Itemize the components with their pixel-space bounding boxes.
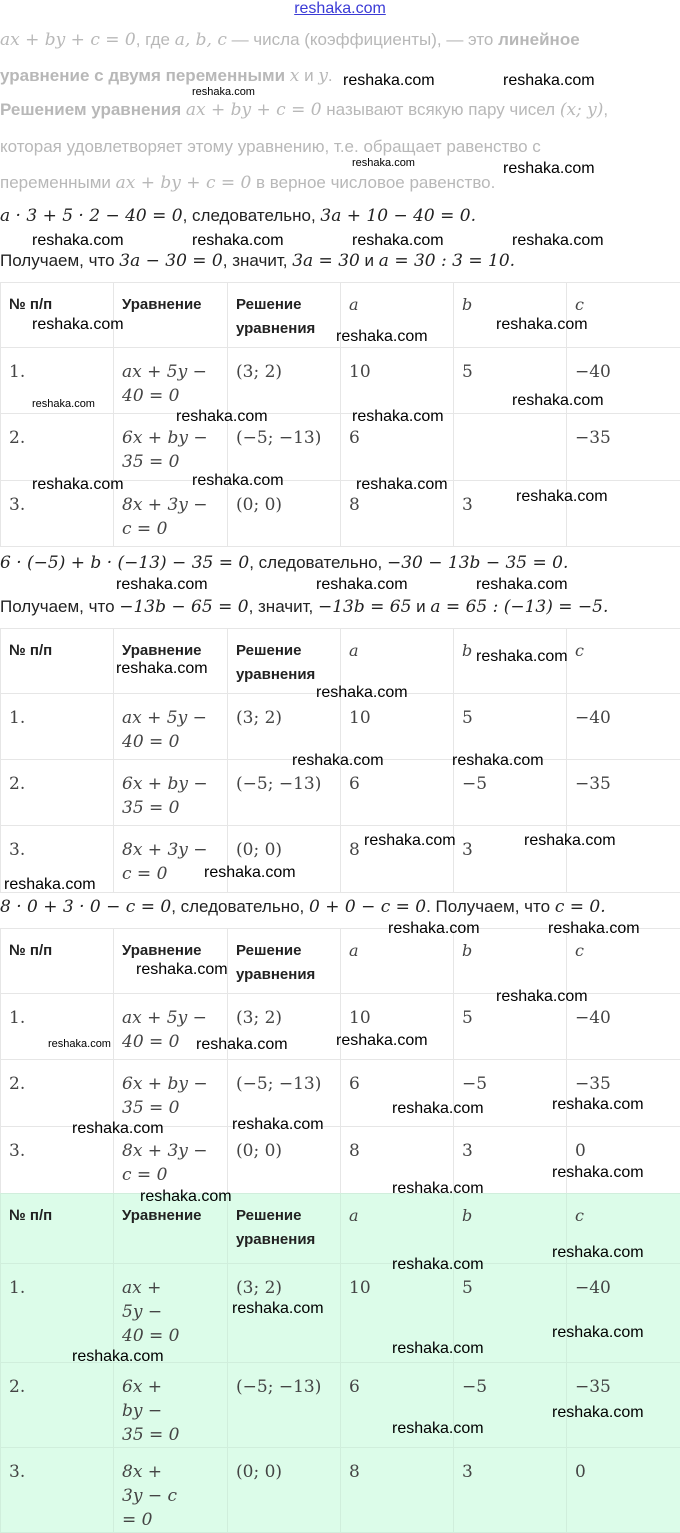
- watermark-text: reshaka.com: [336, 1032, 428, 1050]
- watermark-text: reshaka.com: [552, 1164, 644, 1182]
- definition-line: [0, 173, 495, 193]
- watermark-text: reshaka.com: [343, 72, 435, 90]
- math-expression: 8 · 0 + 3 · 0 − c = 0: [0, 897, 171, 917]
- watermark-text: reshaka.com: [136, 961, 228, 979]
- watermark-text: reshaka.com: [48, 1038, 111, 1050]
- math-expression: ax + by + c = 0: [186, 100, 322, 120]
- table-row: [1, 414, 680, 481]
- math-expression: 3a − 30 = 0: [119, 251, 223, 271]
- math-expression: 3a + 10 − 40 = 0.: [320, 206, 476, 226]
- watermark-text: reshaka.com: [476, 648, 568, 666]
- text-fragment: и: [360, 251, 379, 270]
- table-cell: 6x + by − 35 = 0: [114, 1363, 228, 1448]
- watermark-text: reshaka.com: [192, 86, 255, 98]
- watermark-text: reshaka.com: [72, 1120, 164, 1138]
- table-cell: 6: [341, 414, 454, 481]
- watermark-text: reshaka.com: [392, 1180, 484, 1198]
- watermark-text: reshaka.com: [548, 920, 640, 938]
- math-expression: ax + by + c = 0: [116, 173, 252, 193]
- text-fragment: .: [328, 66, 333, 85]
- watermark-text: reshaka.com: [192, 472, 284, 490]
- text-fragment: , следовательно,: [249, 553, 387, 572]
- table-cell: (−5; −13): [228, 1060, 341, 1127]
- watermark-text: reshaka.com: [503, 72, 595, 90]
- text-fragment: ,: [603, 100, 608, 119]
- watermark-text: reshaka.com: [356, 476, 448, 494]
- text-fragment: линейное: [498, 30, 580, 49]
- text-fragment: и: [299, 66, 318, 85]
- table-cell: −35: [567, 760, 680, 826]
- watermark-text: reshaka.com: [176, 408, 268, 426]
- table-cell: ax + 5y − 40 = 0: [114, 994, 228, 1060]
- table-cell: ax + 5y − 40 = 0: [114, 694, 228, 760]
- table-cell: 1.: [1, 694, 114, 760]
- table-cell: 8x + 3y − c = 0: [114, 1448, 228, 1533]
- text-fragment: Решением уравнения: [0, 100, 186, 119]
- watermark-text: reshaka.com: [392, 1420, 484, 1438]
- math-expression: c = 0.: [555, 897, 606, 917]
- table-cell: 8x + 3y − c = 0: [114, 481, 228, 547]
- watermark-text: reshaka.com: [503, 160, 595, 178]
- column-header: b: [454, 929, 567, 994]
- table-cell: 10: [341, 1264, 454, 1363]
- watermark-text: reshaka.com: [352, 408, 444, 426]
- table-cell: 3.: [1, 1127, 114, 1194]
- table-cell: −5: [454, 1060, 567, 1127]
- column-header: Решение уравнения: [228, 1194, 341, 1264]
- math-expression: 6 · (−5) + b · (−13) − 35 = 0: [0, 553, 249, 573]
- text-fragment: , значит,: [223, 251, 292, 270]
- column-header: c: [567, 283, 680, 348]
- column-header: c: [567, 629, 680, 694]
- table-cell: 3.: [1, 481, 114, 547]
- text-fragment: переменными: [0, 173, 116, 192]
- table-cell: 0: [567, 1448, 680, 1533]
- definition-line: [0, 66, 333, 86]
- table-cell: (3; 2): [228, 1264, 341, 1363]
- watermark-text: reshaka.com: [512, 392, 604, 410]
- text-fragment: Получаем, что: [0, 251, 119, 270]
- table-cell: 3.: [1, 1448, 114, 1533]
- table-cell: 10: [341, 994, 454, 1060]
- definition-line: [0, 30, 580, 50]
- table-cell: 8: [341, 1127, 454, 1194]
- table-cell: 1.: [1, 348, 114, 414]
- math-expression: ax + by + c = 0: [0, 30, 136, 50]
- math-expression: x: [290, 66, 300, 86]
- watermark-text: reshaka.com: [196, 1036, 288, 1054]
- watermark-text: reshaka.com: [116, 660, 208, 678]
- table-row: [1, 1448, 680, 1533]
- math-expression: −30 − 13b − 35 = 0.: [387, 553, 568, 573]
- column-header: Решение уравнения: [228, 283, 341, 348]
- watermark-text: reshaka.com: [204, 864, 296, 882]
- text-fragment: . Получаем, что: [426, 897, 555, 916]
- math-expression: −13b = 65: [318, 597, 411, 617]
- watermark-text: reshaka.com: [392, 1340, 484, 1358]
- table-cell: (3; 2): [228, 994, 341, 1060]
- table-cell: 6: [341, 1060, 454, 1127]
- watermark-text: reshaka.com: [552, 1244, 644, 1262]
- watermark-text: reshaka.com: [32, 316, 124, 334]
- table-cell: −5: [454, 1363, 567, 1448]
- table-cell: 8x + 3y − c = 0: [114, 1127, 228, 1194]
- column-header: Решение уравнения: [228, 929, 341, 994]
- table-cell: 3: [454, 826, 567, 893]
- table-cell: 6x + by − 35 = 0: [114, 414, 228, 481]
- math-expression: a, b, c: [175, 30, 227, 50]
- table-row: [1, 694, 680, 760]
- text-fragment: в верное числовое равенство.: [251, 173, 495, 192]
- watermark-text: reshaka.com: [352, 157, 415, 169]
- table-cell: 8: [341, 1448, 454, 1533]
- table-cell: (0; 0): [228, 1127, 341, 1194]
- math-expression: y: [318, 66, 328, 86]
- table-row: [1, 1060, 680, 1127]
- math-expression: a = 30 : 3 = 10.: [379, 251, 515, 271]
- table-cell: 1.: [1, 1264, 114, 1363]
- column-header: a: [341, 283, 454, 348]
- table-cell: 3: [454, 1127, 567, 1194]
- text-fragment: , где: [136, 30, 175, 49]
- column-header: № п/п: [1, 1194, 114, 1264]
- solution-step: [0, 597, 608, 617]
- column-header: № п/п: [1, 283, 114, 348]
- table-cell: 5: [454, 694, 567, 760]
- math-expression: 3a = 30: [292, 251, 360, 271]
- table-cell: 0: [567, 1127, 680, 1194]
- watermark-text: reshaka.com: [496, 988, 588, 1006]
- table-cell: −35: [567, 414, 680, 481]
- table-cell: (−5; −13): [228, 1363, 341, 1448]
- table-cell: −40: [567, 1264, 680, 1363]
- watermark-text: reshaka.com: [116, 576, 208, 594]
- table-header-row: [1, 929, 680, 994]
- solution-step: [0, 897, 606, 917]
- table-cell: 10: [341, 348, 454, 414]
- table-cell: 8x + 3y − c = 0: [114, 826, 228, 893]
- column-header: c: [567, 1194, 680, 1264]
- table-cell: ax + 5y − 40 = 0: [114, 1264, 228, 1363]
- definition-line: [0, 100, 608, 120]
- table-cell: 5: [454, 994, 567, 1060]
- solution-step: [0, 206, 476, 226]
- watermark-text: reshaka.com: [316, 576, 408, 594]
- watermark-text: reshaka.com: [140, 1188, 232, 1206]
- table-cell: ax + 5y − 40 = 0: [114, 348, 228, 414]
- table-cell: 6x + by − 35 = 0: [114, 760, 228, 826]
- column-header: a: [341, 629, 454, 694]
- solution-step: [0, 553, 568, 573]
- table-cell: −40: [567, 694, 680, 760]
- watermark-text: reshaka.com: [32, 232, 124, 250]
- watermark-text: reshaka.com: [552, 1404, 644, 1422]
- watermark-text: reshaka.com: [552, 1324, 644, 1342]
- text-fragment: называют всякую пару чисел: [322, 100, 560, 119]
- table-cell: −5: [454, 760, 567, 826]
- table-cell: (−5; −13): [228, 414, 341, 481]
- column-header: № п/п: [1, 929, 114, 994]
- watermark-text: reshaka.com: [524, 832, 616, 850]
- table-cell: 8: [341, 826, 454, 893]
- table-cell: 10: [341, 694, 454, 760]
- watermark-text: reshaka.com: [496, 316, 588, 334]
- table-cell: 5: [454, 348, 567, 414]
- watermark-text: reshaka.com: [72, 1348, 164, 1366]
- watermark-text: reshaka.com: [516, 488, 608, 506]
- column-header: № п/п: [1, 629, 114, 694]
- table-cell: 1.: [1, 994, 114, 1060]
- table-cell: 2.: [1, 760, 114, 826]
- watermark-text: reshaka.com: [552, 1096, 644, 1114]
- math-expression: −13b − 65 = 0: [119, 597, 248, 617]
- table-cell: [454, 414, 567, 481]
- column-header: Уравнение: [114, 1194, 228, 1264]
- solution-table-3: [0, 928, 680, 1194]
- table-cell: −35: [567, 1363, 680, 1448]
- column-header: b: [454, 1194, 567, 1264]
- table-cell: 5: [454, 1264, 567, 1363]
- column-header: b: [454, 283, 567, 348]
- watermark-text: reshaka.com: [4, 876, 96, 894]
- table-cell: 2.: [1, 414, 114, 481]
- watermark-text: reshaka.com: [232, 1116, 324, 1134]
- watermark-text: reshaka.com: [336, 328, 428, 346]
- column-header: Уравнение: [114, 283, 228, 348]
- table-cell: −35: [567, 1060, 680, 1127]
- watermark-text: reshaka.com: [316, 684, 408, 702]
- text-fragment: — числа (коэффициенты), — это: [227, 30, 498, 49]
- watermark-text: reshaka.com: [392, 1256, 484, 1274]
- table-cell: 6: [341, 760, 454, 826]
- table-cell: 3: [454, 481, 567, 547]
- table-cell: −40: [567, 348, 680, 414]
- watermark-text: reshaka.com: [452, 752, 544, 770]
- column-header: Уравнение: [114, 929, 228, 994]
- watermark-text: reshaka.com: [392, 1100, 484, 1118]
- table-cell: 6: [341, 1363, 454, 1448]
- table-cell: (0; 0): [228, 481, 341, 547]
- math-expression: (x; y): [560, 100, 604, 120]
- table-cell: (0; 0): [228, 1448, 341, 1533]
- table-cell: 3: [454, 1448, 567, 1533]
- watermark-text: reshaka.com: [352, 232, 444, 250]
- text-fragment: и: [411, 597, 430, 616]
- watermark-text: reshaka.com: [292, 752, 384, 770]
- text-fragment: , следовательно,: [171, 897, 309, 916]
- table-cell: (−5; −13): [228, 760, 341, 826]
- column-header: Уравнение: [114, 629, 228, 694]
- table-cell: (3; 2): [228, 694, 341, 760]
- table-cell: −40: [567, 994, 680, 1060]
- text-fragment: которая удовлетворяет этому уравнению, т.е. обращает равенство с: [0, 137, 541, 156]
- math-expression: a = 65 : (−13) = −5.: [430, 597, 608, 617]
- text-fragment: , значит,: [249, 597, 318, 616]
- solution-step: [0, 251, 515, 271]
- column-header: a: [341, 1194, 454, 1264]
- watermark-text: reshaka.com: [364, 832, 456, 850]
- watermark-text: reshaka.com: [388, 920, 480, 938]
- table-cell: 8: [341, 481, 454, 547]
- math-expression: a · 3 + 5 · 2 − 40 = 0: [0, 206, 183, 226]
- table-cell: 2.: [1, 1363, 114, 1448]
- site-link[interactable]: reshaka.com: [0, 0, 680, 18]
- watermark-text: reshaka.com: [192, 232, 284, 250]
- watermark-text: reshaka.com: [32, 398, 95, 410]
- text-fragment: , следовательно,: [183, 206, 321, 225]
- table-cell: 3.: [1, 826, 114, 893]
- table-cell: 2.: [1, 1060, 114, 1127]
- math-expression: 0 + 0 − c = 0: [309, 897, 426, 917]
- table-cell: (0; 0): [228, 826, 341, 893]
- column-header: Решение уравнения: [228, 629, 341, 694]
- watermark-text: reshaka.com: [32, 476, 124, 494]
- text-fragment: Получаем, что: [0, 597, 119, 616]
- table-cell: 6x + by − 35 = 0: [114, 1060, 228, 1127]
- column-header: a: [341, 929, 454, 994]
- watermark-text: reshaka.com: [232, 1300, 324, 1318]
- definition-line: [0, 137, 541, 157]
- column-header: b: [454, 629, 567, 694]
- watermark-text: reshaka.com: [476, 576, 568, 594]
- table-cell: (3; 2): [228, 348, 341, 414]
- column-header: c: [567, 929, 680, 994]
- text-fragment: уравнение с двумя переменными: [0, 66, 290, 85]
- watermark-text: reshaka.com: [512, 232, 604, 250]
